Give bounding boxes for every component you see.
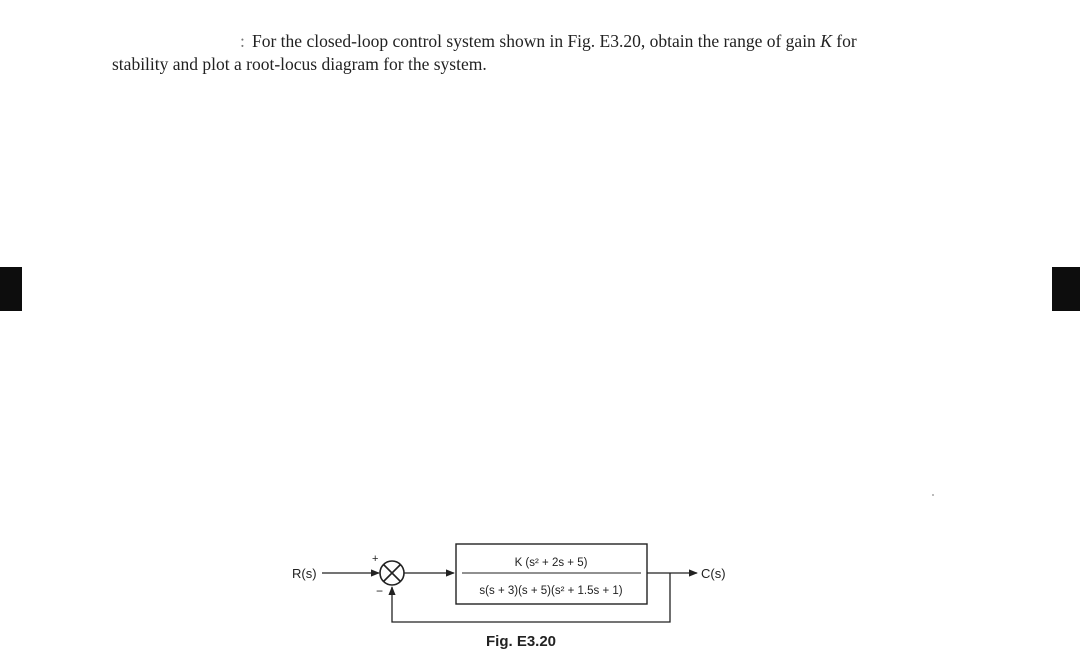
gain-variable: K — [820, 31, 832, 51]
summing-junction — [380, 561, 404, 585]
tf-numerator: K (s² + 2s + 5) — [514, 557, 588, 569]
tf-denominator: s(s + 3)(s + 5)(s² + 1.5s + 1) — [479, 585, 623, 597]
input-label: R(s) — [292, 566, 317, 581]
problem-bullet: : — [240, 31, 245, 51]
problem-line-2: stability and plot a root-locus diagram for the system. — [112, 54, 487, 74]
problem-text-1-end: for — [831, 31, 857, 51]
figure-caption: Fig. E3.20 — [486, 633, 557, 650]
output-label: C(s) — [701, 566, 726, 581]
problem-text-1: For the closed-loop control system shown in Fig. E3.20, obtain the range of gain — [252, 31, 821, 51]
minus-sign: − — [376, 584, 384, 598]
plus-sign: + — [372, 553, 379, 565]
